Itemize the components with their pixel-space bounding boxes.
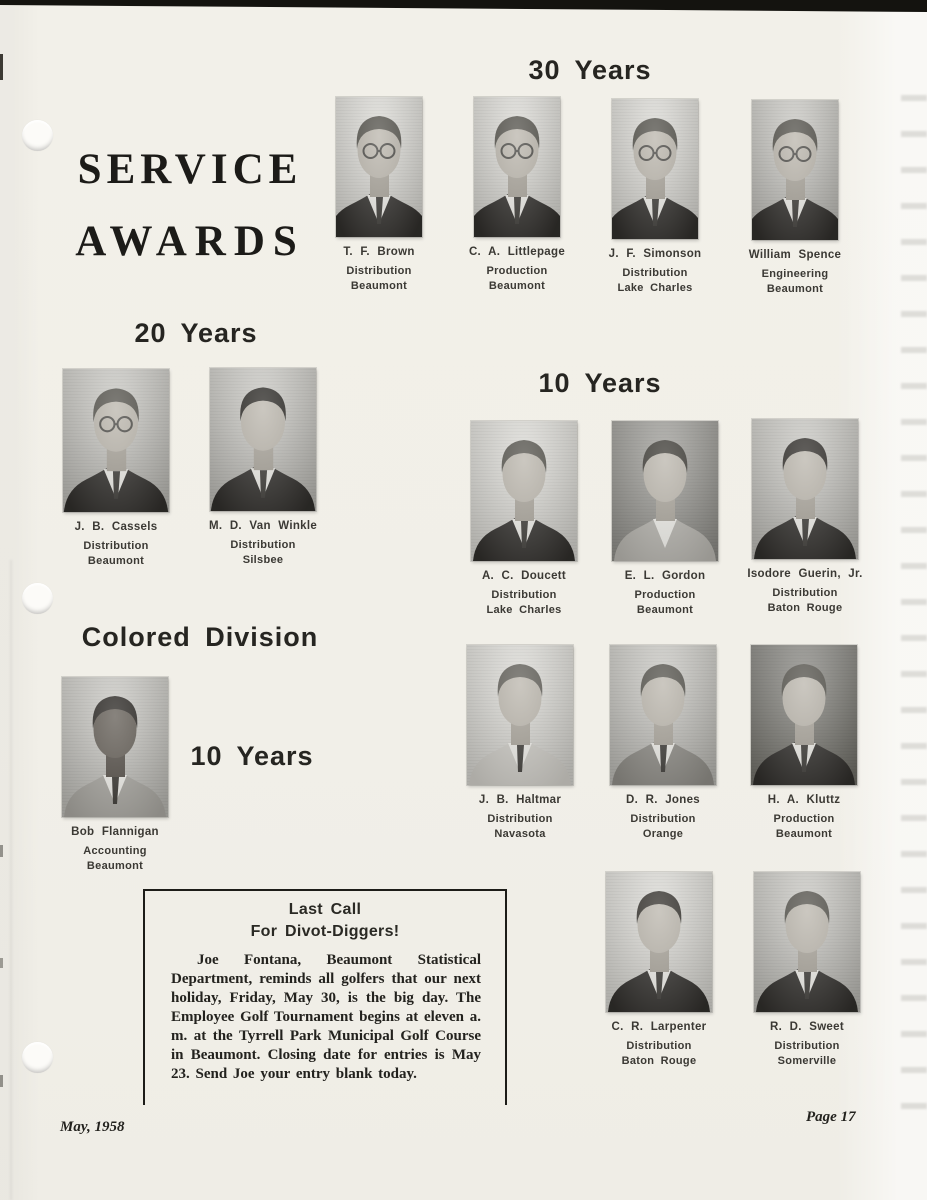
binding-marks (901, 95, 927, 1125)
scan-edge-top (0, 0, 927, 14)
notice-title-line2: For Divot-Diggers! (250, 923, 400, 940)
person-name: M. D. Van Winkle (208, 520, 318, 532)
person-location: Beaumont (86, 860, 144, 872)
portrait-photo (612, 421, 718, 561)
portrait-photo (62, 677, 168, 817)
person-name: Bob Flannigan (71, 826, 159, 838)
portrait-photo (610, 645, 716, 785)
person-department: Production (634, 589, 696, 601)
person-department: Distribution (230, 539, 296, 551)
person-location: Beaumont (636, 604, 694, 616)
person-card (30, 677, 200, 874)
person-department: Production (486, 265, 548, 277)
scan-edge-mark (0, 1075, 3, 1087)
issue-date: May, 1958 (60, 1119, 125, 1135)
person-card (304, 97, 454, 294)
person-name: R. D. Sweet (770, 1021, 844, 1033)
portrait-photo (210, 368, 316, 511)
person-card (178, 368, 348, 568)
punch-hole (22, 1042, 53, 1073)
person-name: William Spence (748, 249, 842, 261)
portrait-photo (336, 97, 422, 237)
portrait-photo (471, 421, 577, 561)
person-card (574, 872, 744, 1069)
person-name: C. R. Larpenter (611, 1021, 707, 1033)
person-location: Navasota (494, 828, 546, 840)
person-department: Accounting (83, 845, 147, 857)
person-name: J. B. Cassels (74, 521, 158, 533)
person-location: Lake Charles (617, 282, 693, 294)
person-name: D. R. Jones (626, 794, 700, 806)
person-name: J. B. Haltmar (478, 794, 562, 806)
person-card (31, 369, 201, 569)
portrait-photo (754, 872, 860, 1012)
person-name: E. L. Gordon (624, 570, 706, 582)
person-name: Isodore Guerin, Jr. (747, 568, 863, 580)
person-location: Orange (642, 828, 684, 840)
person-department: Distribution (346, 265, 412, 277)
heading-colored-10-years: 10 Years (190, 741, 314, 771)
portrait-photo (752, 100, 838, 240)
person-location: Beaumont (350, 280, 408, 292)
person-name: C. A. Littlepage (468, 246, 566, 258)
person-location: Beaumont (775, 828, 833, 840)
notice-body: Joe Fontana, Beaumont Statistical Department, reminds all golfers that our next holiday, Friday, May 30, is the big day. The Employee Golf Tournament begins at eleven a. m. at the Tyrrell Park Municipal Golf Course in Beaumont. Closing date for entries is May 23. Send Joe your entry blank today. (171, 952, 481, 1082)
portrait-photo (606, 872, 712, 1012)
portrait-photo (612, 99, 698, 239)
heading-colored-division: Colored Division (81, 622, 319, 652)
person-name: A. C. Doucett (481, 570, 567, 582)
person-location: Beaumont (766, 283, 824, 295)
punch-hole (22, 120, 53, 151)
paper-crease (10, 560, 12, 1200)
person-location: Somerville (777, 1055, 837, 1067)
person-location: Baton Rouge (767, 602, 843, 614)
portrait-photo (467, 645, 573, 785)
person-card (719, 645, 889, 842)
person-location: Lake Charles (486, 604, 562, 616)
person-department: Distribution (626, 1040, 692, 1052)
page-title-line2: AWARDS (75, 218, 305, 265)
punch-hole (22, 583, 53, 614)
person-department: Distribution (622, 267, 688, 279)
person-department: Production (773, 813, 835, 825)
scan-edge-mark (0, 845, 3, 857)
person-name: T. F. Brown (343, 246, 415, 258)
person-location: Silsbee (242, 554, 284, 566)
person-location: Beaumont (488, 280, 546, 292)
golf-notice-box (143, 889, 507, 1105)
heading-20-years: 20 Years (134, 318, 258, 348)
person-department: Distribution (487, 813, 553, 825)
person-department: Distribution (772, 587, 838, 599)
notice-title-line1: Last Call (288, 901, 362, 918)
person-card (442, 97, 592, 294)
person-name: J. F. Simonson (608, 248, 702, 260)
person-department: Distribution (774, 1040, 840, 1052)
person-department: Distribution (83, 540, 149, 552)
page-number: Page 17 (806, 1109, 856, 1125)
person-department: Distribution (630, 813, 696, 825)
portrait-photo (751, 645, 857, 785)
person-card (580, 99, 730, 296)
scan-edge-mark (0, 958, 3, 968)
portrait-photo (474, 97, 560, 237)
portrait-photo (752, 419, 858, 559)
portrait-photo (63, 369, 169, 512)
person-location: Beaumont (87, 555, 145, 567)
person-name: H. A. Kluttz (767, 794, 841, 806)
person-location: Baton Rouge (621, 1055, 697, 1067)
page-title-line1: SERVICE (77, 146, 303, 193)
person-department: Engineering (761, 268, 829, 280)
person-card (722, 872, 892, 1069)
heading-10-years: 10 Years (538, 368, 662, 398)
person-card (720, 419, 890, 616)
person-department: Distribution (491, 589, 557, 601)
heading-30-years: 30 Years (528, 55, 652, 85)
scan-edge-mark (0, 54, 3, 80)
person-card (720, 100, 870, 297)
